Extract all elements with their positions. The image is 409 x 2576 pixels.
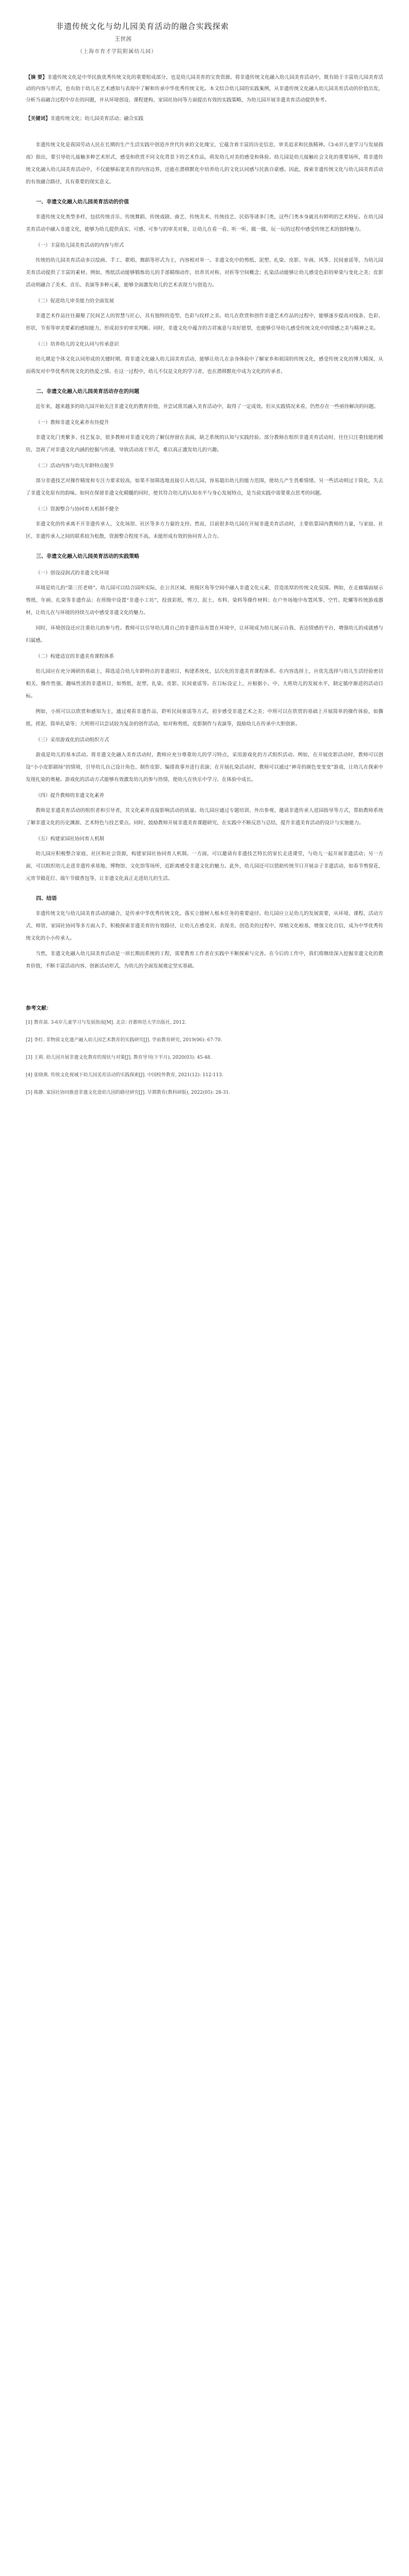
- body-paragraph: 近年来，越来越多的幼儿园开始关注非遗文化的教育价值，并尝试将其融入美育活动中，取得了一定成效。但从实践情况来看，仍然存在一些亟待解决的问题。: [36, 404, 379, 410]
- body-paragraph: 同时，环境创设还应注重幼儿的参与性。教师可以引导幼儿将自己的非遗作品布置在环境中，让环境成为幼儿展示自我、表达情感的平台，增强幼儿的成就感与归属感。: [26, 625, 383, 643]
- article-title: 非遗传统文化与幼儿园美育活动的融合实践探索: [56, 22, 230, 31]
- subsection-heading: （四）提升教师的非遗文化素养: [36, 793, 105, 799]
- body-paragraph: 非遗文化门类繁多、技艺复杂，很多教师对非遗文化的了解仅停留在表面，缺乏系统的认知与实践经验。部分教师在组织非遗美育活动时，往往只注重技能的模仿，忽视了对非遗文化内涵的挖掘与传递，导致活动流于形式，难以真正激发幼儿的兴趣。: [26, 435, 383, 453]
- reference-item: [4] 张晓燕. 传统文化视域下幼儿园美育活动的实践探索[J]. 中国校外教育, 2021(12): 112-113.: [26, 1073, 223, 1078]
- body-paragraph: 环境是幼儿的“第三任老师”。幼儿园可以结合园所实际，在公共区域、班级区角等空间中融入非遗文化元素，营造浓厚的传统文化氛围。例如，在走廊墙面展示剪纸、年画、扎染等非遗作品；在班级中设置“非遗小工坊”，投放彩纸、剪刀、泥土、布料、染料等操作材料；在户外场地中布置风筝、空竹、陀螺等传统游戏器材，让幼儿在与环境的持续互动中感受非遗文化的魅力。: [26, 585, 383, 616]
- subsection-heading: （二）促进幼儿审美能力的全面发展: [36, 298, 114, 304]
- body-paragraph: 部分非遗技艺对操作精度和专注力要求较高，如果不加筛选地直接引入幼儿园，容易超出幼儿的能力范围，使幼儿产生畏难情绪。另一些活动则过于简化，失去了非遗文化原有的韵味。如何在保留非遗文化精髓的同时，使其符合幼儿的认知水平与身心发展特点，是当前实践中需要重点思考的问题。: [26, 478, 383, 496]
- body-paragraph: 幼儿园应积极整合家庭、社区和社会资源，构建家园社协同育人机制。一方面，可以邀请有非遗技艺特长的家长走进课堂，与幼儿一起开展非遗活动；另一方面，可以组织幼儿走进非遗传承基地、博物馆、文化馆等场所，近距离感受非遗文化的魅力。此外，幼儿园还可以借助传统节日开展亲子非遗活动，如春节剪窗花、元宵节做花灯、端午节做香包等，让非遗文化真正走进幼儿的生活。: [26, 851, 383, 882]
- abstract: [26, 72, 383, 106]
- body-paragraph: 非遗文化的传承离不开非遗传承人、文化场馆、社区等多方力量的支持。然而，目前很多幼儿园在开展非遗美育活动时，主要依靠园内教师的力量，与家庭、社区、非遗传承人之间的联系较为松散，资源整合程度不高，未能形成有效的协同育人合力。: [26, 521, 383, 539]
- section-heading: 四、结语: [36, 896, 57, 902]
- section-heading: 三、非遗文化融入幼儿园美育活动的实践策略: [36, 554, 139, 560]
- subsection-heading: （五）构建家园社协同育人机制: [36, 836, 105, 842]
- body-paragraph: 教师是非遗美育活动的组织者和引导者，其文化素养直接影响活动的质量。幼儿园应通过专题培训、外出参观、邀请非遗传承人进园指导等方式，帮助教师系统了解非遗文化的历史渊源、艺术特色与技艺要点。同时，鼓励教师开展非遗美育课题研究，在实践中不断反思与总结，提升非遗美育活动的设计与实施能力。: [26, 808, 383, 826]
- body-paragraph: 例如，小班可以以欣赏和感知为主，通过观看非遗作品、聆听民间童谣等方式，初步感受非遗艺术之美；中班可以在欣赏的基础上开展简单的操作体验，如撕纸、搓泥、简单扎染等；大班则可以尝试较为复杂的创作活动，如对称剪纸、皮影制作与表演等，鼓励幼儿在传承中大胆创新。: [26, 709, 383, 727]
- references-title: 参考文献：: [26, 1006, 52, 1011]
- body-paragraph: 非遗传统文化是我国劳动人民在长期的生产生活实践中创造并世代传承的文化瑰宝，它蕴含着丰富的历史信息、审美追求和民族精神。《3-6岁儿童学习与发展指南》指出，要引导幼儿接触多种艺术形式，感受和欣赏不同文化背景下的艺术作品，萌发幼儿对美的感受和体验。幼儿园是幼儿接触社会文化的重要场所，将非遗传统文化融入幼儿园美育活动中，不仅能够拓宽美育的内容边界，还能在潜移默化中培养幼儿的文化认同感与民族自豪感。因此，探索非遗传统文化与幼儿园美育活动的有效融合路径，具有重要的现实意义。: [26, 142, 383, 185]
- body-paragraph: 非遗传统文化与幼儿园美育活动的融合，是传承中华优秀传统文化、落实立德树人根本任务的重要途径。幼儿园应立足幼儿的发展需要，从环境、课程、活动方式、师资、家园社协同等多方面入手，积极探索非遗美育的有效路径，让幼儿在感受美、表现美、创造美的过程中，厚植文化根基，增强文化自信，成为中华优秀传统文化的小小传承人。: [26, 911, 383, 941]
- keywords-text: 非遗传统文化；幼儿园美育活动；融合实践: [50, 116, 144, 122]
- abstract-text: 非遗传统文化是中华民族优秀传统文化的重要组成部分，也是幼儿园美育的宝贵资源。将非遗传统文化融入幼儿园美育活动中，既有助于丰富幼儿园美育活动的内容与形式，也有助于幼儿在艺术感知与表现中了解和传承中华优秀传统文化。本文结合幼儿园的实践案例，从非遗传统文化融入幼儿园美育活动的价值出发，分析当前融合过程中存在的问题，并从环境创设、课程建构、家园社协同等方面提出有效的实践策略，为幼儿园开展非遗美育活动提供参考。: [26, 75, 383, 103]
- keywords: [26, 113, 383, 125]
- reference-item: [1] 教育部. 3-6岁儿童学习与发展指南[M]. 北京: 首都师范大学出版社, 2012.: [26, 1020, 187, 1025]
- body-paragraph: 非遗传统文化类型多样，包括传统音乐、传统舞蹈、传统戏剧、曲艺、传统美术、传统技艺、民俗等诸多门类，这些门类本身就具有鲜明的艺术特征。在幼儿园美育活动中融入非遗文化，能够为幼儿提供真实、可感、可参与的审美对象，让幼儿在看一看、听一听、做一做、玩一玩的过程中感受传统艺术的独特魅力。: [26, 214, 383, 232]
- body-paragraph: 幼儿园应在充分调研的基础上，筛选适合幼儿年龄特点的非遗项目，构建系统化、层次化的非遗美育课程体系。在内容选择上，应优先选择与幼儿生活经验密切相关、操作性强、趣味性浓的非遗项目，如剪纸、泥塑、扎染、皮影、民间童谣等。在目标设定上，应根据小、中、大班幼儿的发展水平，制定循序渐进的活动目标。: [26, 669, 383, 699]
- reference-item: [3] 王莉. 幼儿园开展非遗文化教育的现状与对策[J]. 教育导刊(下半月), 2020(03): 45-48.: [26, 1055, 212, 1060]
- body-paragraph: 幼儿期是个体文化认同形成的关键时期。将非遗文化融入幼儿园美育活动，能够让幼儿在亲身体验中了解家乡和祖国的传统文化，感受传统文化的博大精深，从而萌发对中华优秀传统文化的热爱之情。在这一过程中，幼儿不仅是文化的学习者，也在潜移默化中成为文化的传承者。: [26, 357, 383, 375]
- article-author: 王世茜: [114, 36, 132, 42]
- reference-item: [5] 陈静. 家园社协同推进非遗文化进幼儿园的路径研究[J]. 早期教育(教科研版), 2022(05): 28-31.: [26, 1090, 231, 1095]
- subsection-heading: （二）构建适宜的非遗美育课程体系: [36, 654, 114, 659]
- subsection-heading: （三）采用游戏化的活动组织方式: [36, 737, 109, 743]
- keywords-label: 【关键词】: [26, 116, 51, 122]
- article-affiliation: （上海市育才学院附属幼儿园）: [77, 49, 157, 55]
- section-heading: 二、非遗文化融入幼儿园美育活动存在的问题: [36, 389, 139, 395]
- subsection-heading: （一）丰富幼儿园美育活动的内容与形式: [36, 243, 124, 248]
- subsection-heading: （三）资源整合与协同育人机制不健全: [36, 506, 119, 512]
- body-paragraph: 传统的幼儿园美育活动多以绘画、手工、歌唱、舞蹈等形式为主，内容相对单一。非遗文化中的剪纸、泥塑、扎染、皮影、年画、风筝、民间童谣等，为幼儿园美育活动提供了丰富的素材。例如，剪纸活动能够锻炼幼儿的手部精细动作，培养其对称、对折等空间概念；扎染活动能够让幼儿感受色彩的晕染与变化之美；皮影活动则融合了美术、音乐、表演等多种元素，能够全面激发幼儿的艺术表现力与创造力。: [26, 258, 383, 288]
- subsection-heading: （一）创设浸润式的非遗文化环境: [36, 570, 109, 576]
- body-paragraph: 游戏是幼儿的基本活动。将非遗文化融入美育活动时，教师应充分尊重幼儿的学习特点，采用游戏化的方式组织活动。例如，在开展皮影活动时，教师可以创设“小小皮影剧场”的情境，引导幼儿自己设计角色、制作皮影、编排故事并进行表演；在开展扎染活动时，教师可以通过“神奇的颜色变变变”游戏，让幼儿在探索中发现扎染的奥秘。游戏化的活动方式能够有效激发幼儿的参与热情，使幼儿在快乐中学习、在体验中成长。: [26, 752, 383, 783]
- abstract-label: 【摘 要】: [26, 75, 47, 80]
- subsection-heading: （一）教师非遗文化素养有待提升: [36, 420, 109, 426]
- references-list: [26, 1016, 383, 1099]
- body-paragraph: 非遗艺术作品往往凝聚了民间艺人的智慧与匠心，具有独特的造型、色彩与纹样之美。幼儿在欣赏和创作非遗艺术作品的过程中，能够逐步提高对线条、色彩、形状、节奏等审美要素的感知能力，形成初步的审美判断。同时，非遗文化中蕴含的吉祥寓意与美好愿望，也能够引导幼儿感受传统文化中的情感之美与精神之美。: [26, 313, 383, 331]
- section-heading: 一、非遗文化融入幼儿园美育活动的价值: [36, 199, 129, 205]
- reference-item: [2] 李红. 非物质文化遗产融入幼儿园艺术教育的实践研究[J]. 学前教育研究, 2019(06): 67-70.: [26, 1038, 222, 1043]
- body-paragraph: 当然，非遗文化融入幼儿园美育活动是一项长期而系统的工程，需要教育工作者在实践中不断探索与完善。在今后的工作中，我们将继续深入挖掘非遗文化的教育价值，不断丰富活动内容、创新活动形式，为幼儿的全面发展奠定坚实基础。: [26, 951, 383, 969]
- subsection-heading: （三）培养幼儿的文化认同与传承意识: [36, 342, 119, 347]
- subsection-heading: （二）活动内容与幼儿年龄特点脱节: [36, 463, 114, 469]
